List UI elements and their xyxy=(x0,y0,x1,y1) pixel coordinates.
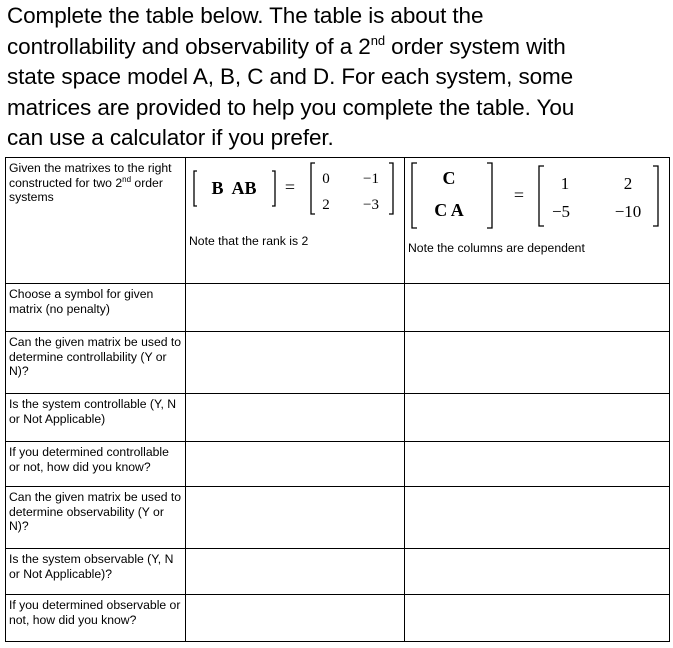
row-label: Choose a symbol for given matrix (no penalty) xyxy=(6,284,186,332)
matrix-2-lhs-top: C xyxy=(442,168,456,188)
table-row xyxy=(6,549,670,595)
matrix-1-r2c2: −3 xyxy=(363,197,379,213)
instructions-line-2 xyxy=(7,32,671,63)
matrix-2-r1c2: 2 xyxy=(623,174,633,193)
instructions-line-1: Complete the table below. The table is about the xyxy=(7,3,484,28)
table-row xyxy=(6,442,670,487)
matrix-1-cell xyxy=(186,158,405,284)
answer-cell[interactable] xyxy=(405,442,670,487)
header-label-start: Given the matrixes to the right constructed for two 2 xyxy=(9,161,172,190)
answer-cell[interactable] xyxy=(405,332,670,394)
row-label: Can the given matrix be used to determine controllability (Y or N)? xyxy=(6,332,186,394)
row-label: If you determined observable or not, how did you know? xyxy=(6,595,186,642)
matrix-1-r1c1: 0 xyxy=(322,171,330,187)
instructions-line-5: can use a calculator if you prefer. xyxy=(7,125,334,150)
matrix-1-equals: = xyxy=(284,177,296,197)
table-row xyxy=(6,284,670,332)
answer-cell[interactable] xyxy=(186,595,405,642)
matrix-2-note: Note the columns are dependent xyxy=(408,241,585,255)
table-row xyxy=(6,332,670,394)
answer-cell[interactable] xyxy=(186,487,405,549)
answer-cell[interactable] xyxy=(186,549,405,595)
header-label-end: order systems xyxy=(9,175,163,204)
row-label: Is the system observable (Y, N or Not Applicable)? xyxy=(6,549,186,595)
matrix-1-r1c2: −1 xyxy=(363,171,379,187)
answer-cell[interactable] xyxy=(405,595,670,642)
controllability-matrix xyxy=(186,158,404,224)
answer-cell[interactable] xyxy=(405,284,670,332)
instructions-line-2-end: order system with xyxy=(384,33,566,59)
matrix-2-r2c2: −10 xyxy=(614,202,642,221)
row-label: Is the system controllable (Y, N or Not Applicable) xyxy=(6,394,186,442)
answer-cell[interactable] xyxy=(186,332,405,394)
matrix-2-equals: = xyxy=(513,185,525,205)
header-label-cell xyxy=(6,158,186,284)
instructions-line-4: matrices are provided to help you complete the table. You xyxy=(7,94,575,120)
observability-matrix xyxy=(405,158,669,230)
answer-cell[interactable] xyxy=(405,549,670,595)
answer-cell[interactable] xyxy=(405,394,670,442)
header-row xyxy=(6,158,670,284)
instructions-superscript: nd xyxy=(370,32,385,48)
instructions-line-2-start: controllability and observability of a 2 xyxy=(7,33,371,59)
instructions-line-3: state space model A, B, C and D. For each system, some xyxy=(7,64,574,89)
header-label-superscript: nd xyxy=(122,174,132,184)
table-row xyxy=(6,487,670,549)
matrix-1-r2c1: 2 xyxy=(322,197,330,213)
answer-cell[interactable] xyxy=(186,394,405,442)
table-row xyxy=(6,394,670,442)
matrix-1-lhs: B AB xyxy=(211,178,257,198)
matrix-1-note: Note that the rank is 2 xyxy=(189,234,309,248)
matrix-2-lhs-bottom: C A xyxy=(434,200,464,220)
matrix-2-r2c1: −5 xyxy=(551,202,571,221)
row-label: Can the given matrix be used to determine observability (Y or N)? xyxy=(6,487,186,549)
answer-table xyxy=(5,157,670,642)
matrix-2-cell xyxy=(405,158,670,284)
instructions xyxy=(7,1,671,154)
answer-cell[interactable] xyxy=(405,487,670,549)
answer-cell[interactable] xyxy=(186,442,405,487)
row-label: If you determined controllable or not, how did you know? xyxy=(6,442,186,487)
answer-cell[interactable] xyxy=(186,284,405,332)
table-row xyxy=(6,595,670,642)
matrix-2-r1c1: 1 xyxy=(560,174,570,193)
